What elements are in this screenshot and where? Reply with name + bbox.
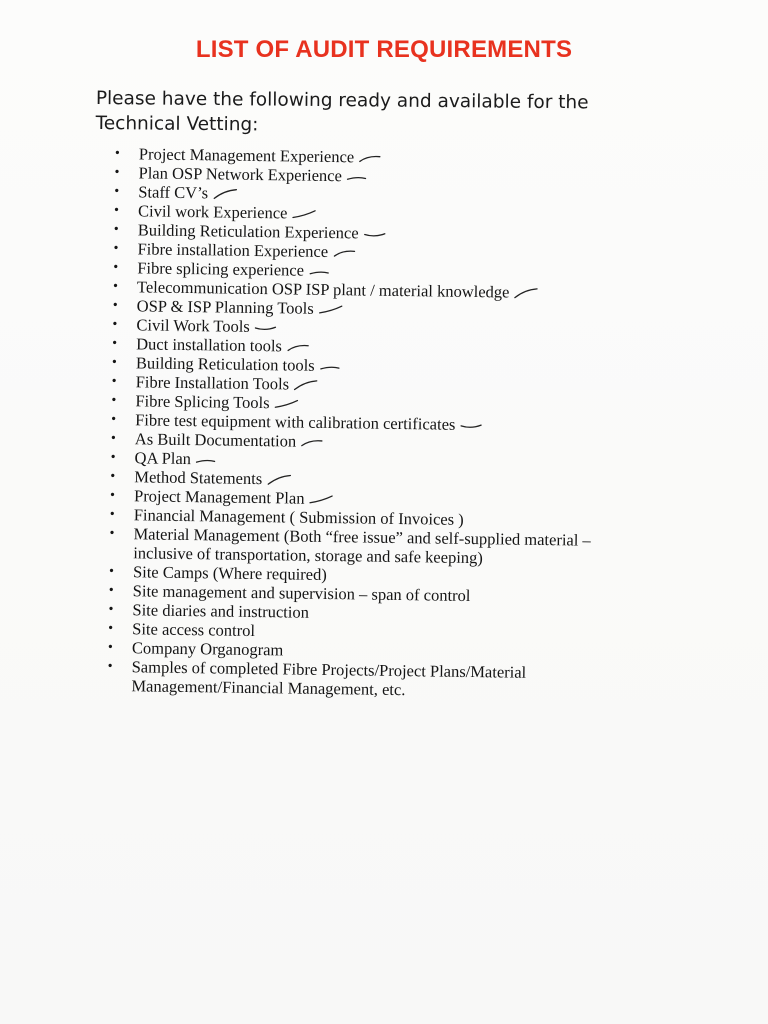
bullet-icon: • <box>113 240 119 257</box>
bullet-icon: • <box>112 316 118 333</box>
bullet-icon: • <box>113 221 119 238</box>
check-mark-icon <box>291 209 317 221</box>
bullet-icon: • <box>107 658 113 675</box>
bullet-icon: • <box>113 202 120 219</box>
bullet-icon: • <box>109 506 115 523</box>
check-mark-icon <box>254 322 280 334</box>
check-mark-icon <box>293 380 319 392</box>
requirement-text: Fibre Installation Tools <box>135 372 290 394</box>
check-mark-icon <box>358 153 384 165</box>
check-mark-icon <box>286 342 312 354</box>
check-mark-icon <box>195 454 221 466</box>
bullet-icon: • <box>114 145 120 162</box>
bullet-icon: • <box>108 582 114 599</box>
requirement-text: Fibre test equipment with calibration certificates <box>135 410 456 434</box>
check-mark-icon <box>513 288 539 300</box>
check-mark-icon <box>318 304 344 316</box>
bullet-icon: • <box>111 392 117 409</box>
check-mark-icon <box>308 494 334 506</box>
bullet-icon: • <box>111 373 117 390</box>
requirement-text: Site Camps (Where required) <box>132 562 327 584</box>
bullet-icon: • <box>109 487 116 504</box>
check-mark-icon <box>363 229 389 241</box>
bullet-icon: • <box>113 259 119 276</box>
requirement-text: Method Statements <box>134 467 263 489</box>
requirement-text: Project Management Plan <box>133 486 305 508</box>
requirement-text: Fibre splicing experience <box>137 258 305 280</box>
requirement-text: Staff CV’s <box>138 182 209 203</box>
requirement-item <box>107 657 631 702</box>
bullet-icon: • <box>111 354 117 371</box>
requirement-text: QA Plan <box>134 448 192 469</box>
requirement-text: Civil Work Tools <box>136 315 250 336</box>
bullet-icon: • <box>109 525 115 542</box>
page-title: LIST OF AUDIT REQUIREMENTS <box>195 36 573 63</box>
requirement-text: Site access control <box>132 619 256 641</box>
requirement-text: Project Management Experience <box>138 144 355 167</box>
bullet-icon: • <box>114 164 120 181</box>
check-mark-icon <box>300 437 326 449</box>
requirement-text: Site management and supervision – span of control <box>132 581 471 606</box>
requirement-text: Building Reticulation tools <box>135 353 315 375</box>
check-mark-icon <box>332 247 358 259</box>
bullet-icon: • <box>108 620 114 637</box>
bullet-icon: • <box>112 335 118 352</box>
bullet-icon: • <box>110 449 116 466</box>
bullet-icon: • <box>110 430 116 447</box>
bullet-icon: • <box>112 278 119 295</box>
requirement-text: Site diaries and instruction <box>132 600 310 622</box>
requirement-text: As Built Documentation <box>134 429 297 451</box>
requirements-list <box>107 144 675 703</box>
check-mark-icon <box>266 474 292 486</box>
requirement-text: Building Reticulation Experience <box>137 220 359 243</box>
bullet-icon: • <box>114 183 120 200</box>
bullet-icon: • <box>108 563 115 580</box>
check-mark-icon <box>308 266 334 278</box>
requirement-text: Fibre Splicing Tools <box>135 391 270 413</box>
bullet-icon: • <box>108 601 114 618</box>
requirement-text: Samples of completed Fibre Projects/Project Plans/Material Management/Financial Management, etc. <box>131 657 527 700</box>
requirement-text: Material Management (Both “free issue” and self-supplied material – inclusive of transportation, storage and safe keeping) <box>133 524 591 568</box>
check-mark-icon <box>212 189 238 201</box>
requirement-text: Fibre installation Experience <box>137 239 329 261</box>
check-mark-icon <box>459 420 485 432</box>
requirement-text: Company Organogram <box>131 638 284 660</box>
requirement-text: Financial Management ( Submission of Invoices ) <box>133 505 464 529</box>
requirement-text: Plan OSP Network Experience <box>138 163 343 186</box>
check-mark-icon <box>274 398 300 410</box>
bullet-icon: • <box>110 468 116 485</box>
requirement-text: Telecommunication OSP ISP plant / material knowledge <box>136 277 510 302</box>
intro-paragraph: Please have the following ready and available for the Technical Vetting: <box>95 87 589 136</box>
bullet-icon: • <box>112 297 118 314</box>
check-mark-icon <box>346 171 372 183</box>
requirement-text: OSP & ISP Planning Tools <box>136 296 314 318</box>
requirement-text: Civil work Experience <box>137 201 288 223</box>
bullet-icon: • <box>107 639 113 656</box>
check-mark-icon <box>319 361 345 373</box>
bullet-icon: • <box>111 411 117 428</box>
requirement-text: Duct installation tools <box>136 334 283 356</box>
